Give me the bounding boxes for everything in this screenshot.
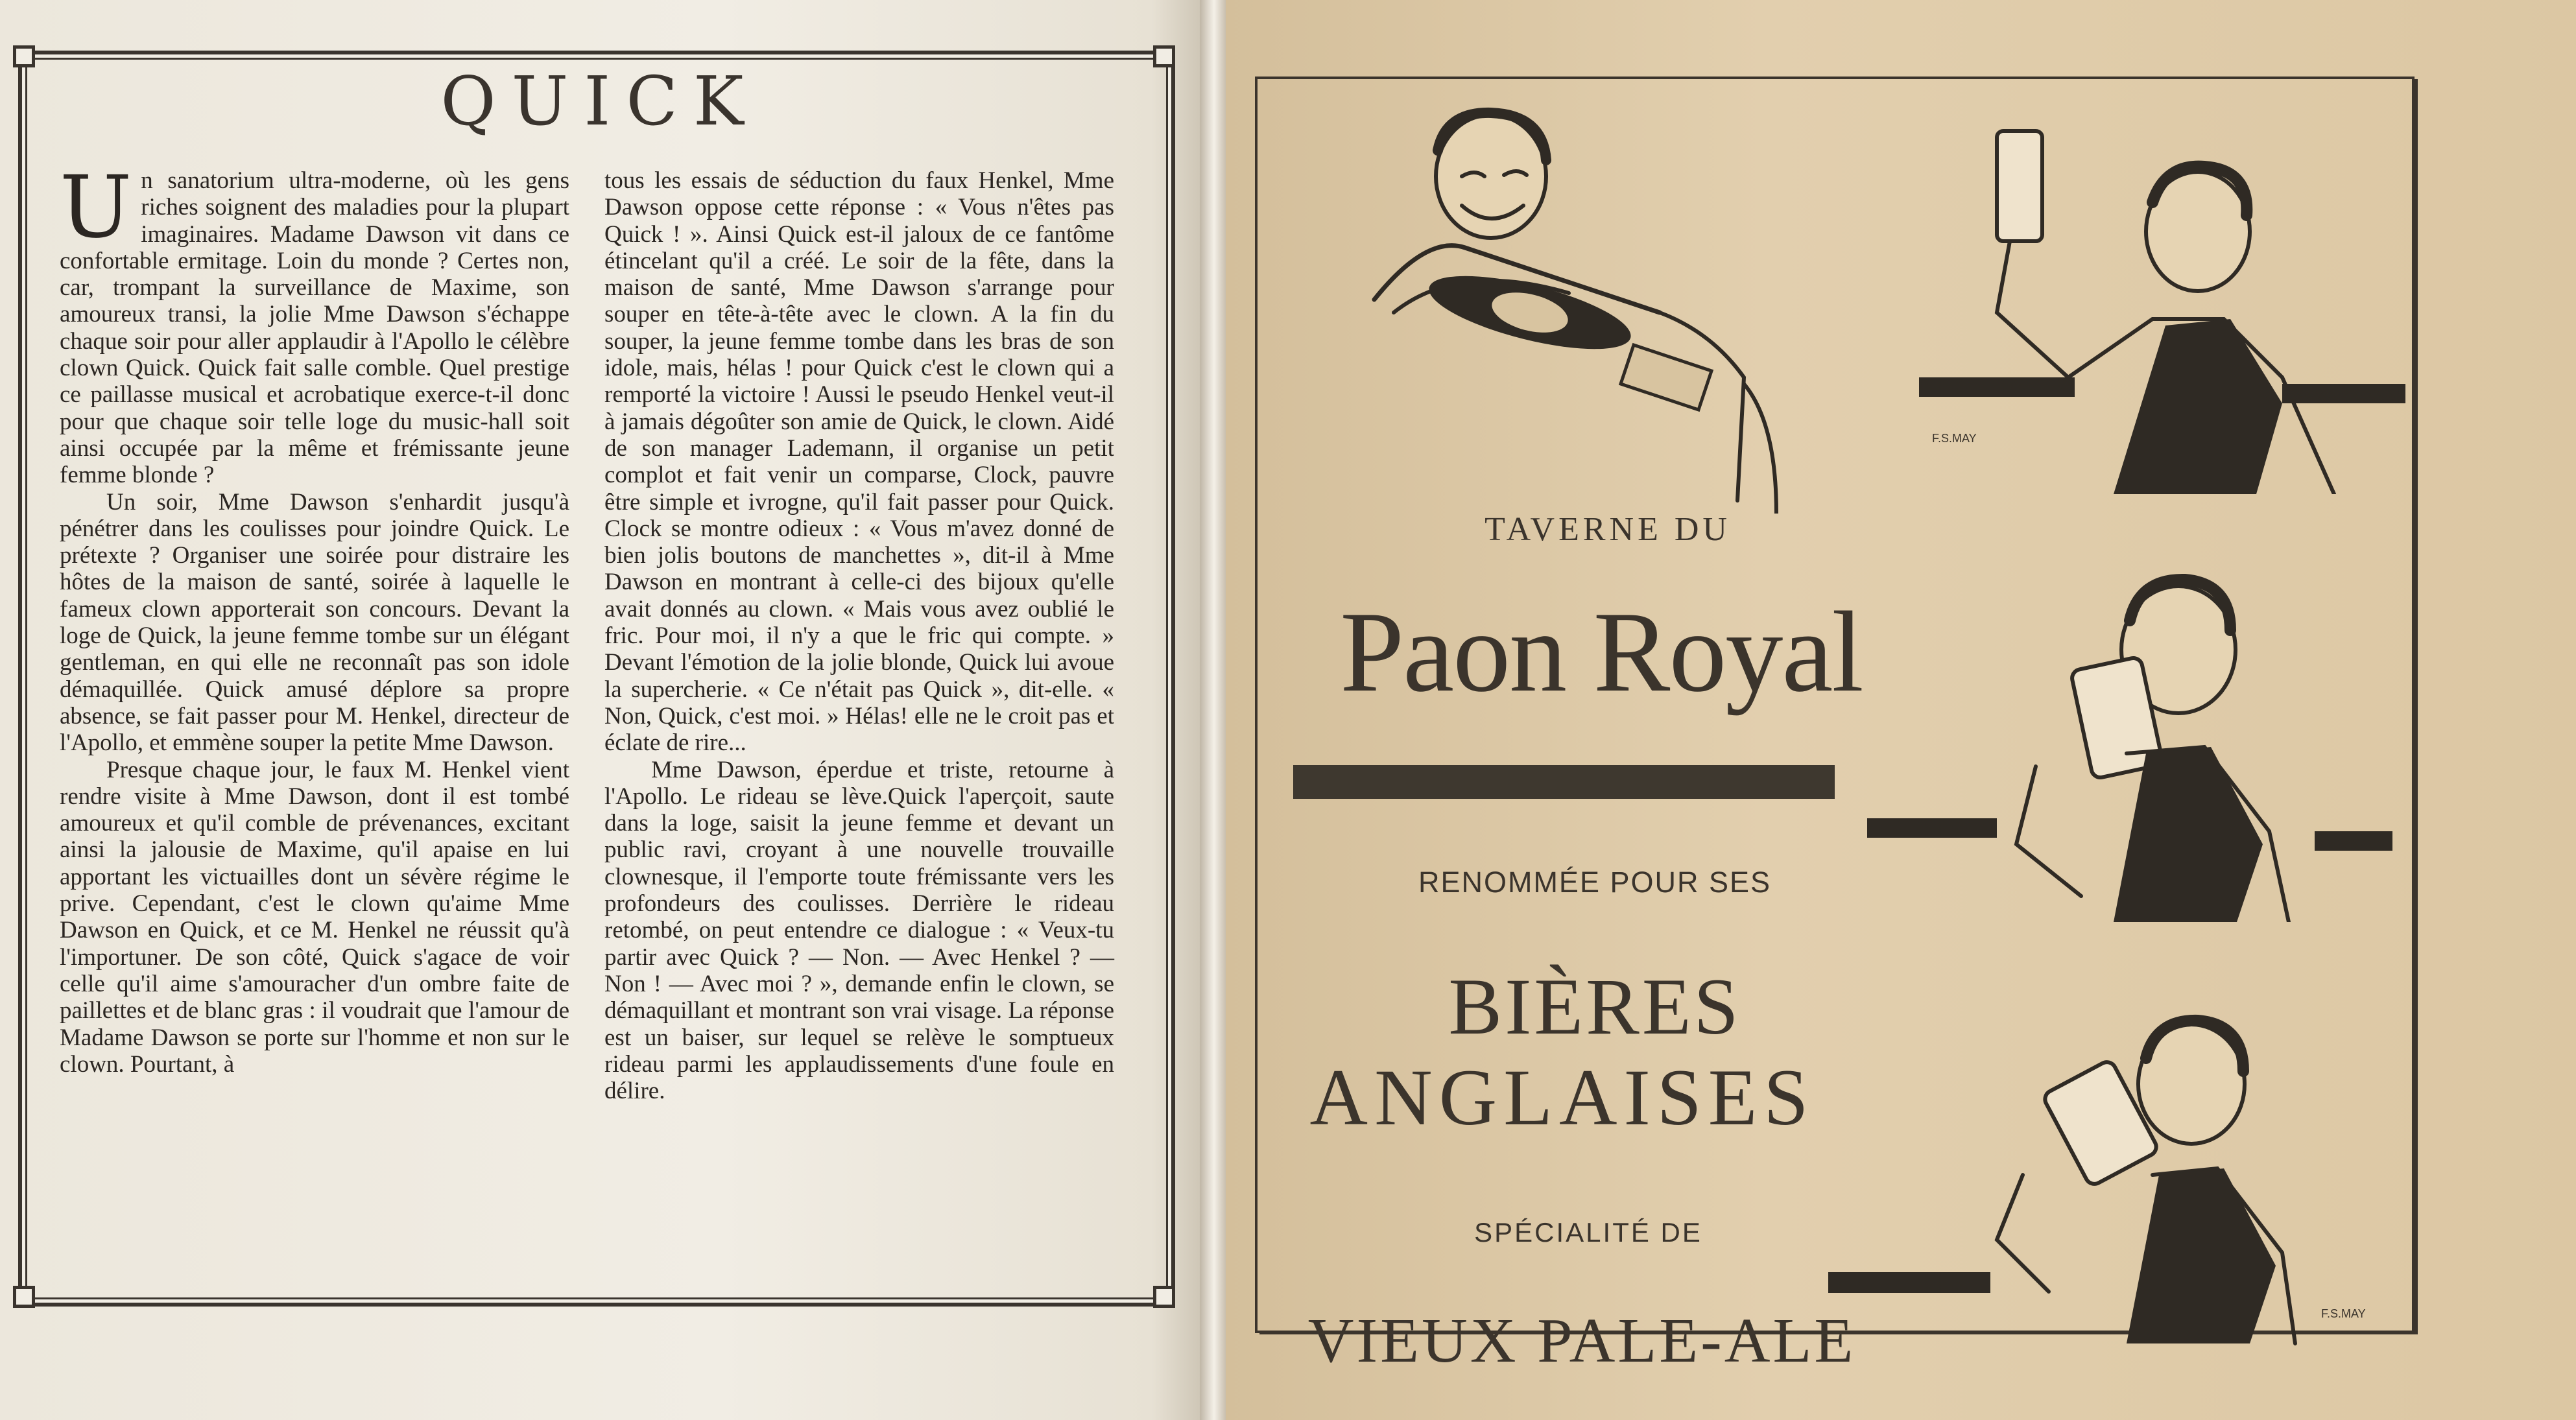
- ad-paon-royal: Paon Royal: [1340, 587, 1863, 716]
- article-paragraph: tous les essais de séduction du faux Henkel, Mme Dawson oppose cette réponse : « Vous n'êtes pas Quick ! ». Ainsi Quick est-il jaloux de ce fantôme étincelant qu'il a créé. Le soir de la fête, dans la maison de santé, Mme Dawson s'arrange pour souper en tête-à-tête avec le clown. A la fin du souper, la jeune femme tombe dans les bras de son idole, mais, hélas ! pour Quick c'est le clown qui a remporté la victoire ! Aussi le pseudo Henkel veut-il à jamais dégoûter son amie de Quick, le clown. Aidé de son manager Lademann, il organise un petit complot et fait venir un comparse, Clock, pauvre être simple et ivrogne, qu'il fait passer pour Quick. Clock se montre odieux : « Vous m'avez donné de bien jolis boutons de manchettes », dit-il à Mme Dawson en montrant à celle-ci des bijoux qu'elle avait donnés au clown. « Mais vous avez oublié le fric. Pour moi, il n'y a que le fric qui compte. » Devant l'émotion de la jolie blonde, Quick lui avoue la supercherie. « Ce n'était pas Quick », dit-elle. « Non, Quick, c'est moi. » Hélas! elle ne le croit pas et éclate de rire...: [604, 167, 1114, 757]
- book-spine: [1200, 0, 1226, 1420]
- border-corner: [1153, 1286, 1175, 1308]
- right-page: [1226, 0, 2576, 1420]
- artist-signature: F.S.MAY: [1932, 432, 1977, 445]
- article-paragraph: Mme Dawson, éperdue et triste, retourne à l'Apollo. Le rideau se lève.Quick l'aperçoit, saute dans la loge, saisit la jeune femme et devant un public ravi, croyant à une nouvelle trouvaille clownesque, il l'emporte toute frémissante vers les profondeurs des coulisses. Derrière le rideau retombé, on peut entendre ce dialogue : « Veux-tu partir avec Quick ? — Non. — Avec Henkel ? — Non ! — Avec moi ? », demande enfin le clown, se démaquillant et montrant son vrai visage. La réponse est un baiser, sur lequel se relève le somptueux rideau parmi les applaudissements d'une foule en délire.: [604, 756, 1114, 1105]
- left-page: [0, 0, 1200, 1420]
- article-paragraph: [60, 158, 569, 489]
- ad-vieux-pale-ale: VIEUX PALE-ALE: [1307, 1306, 1856, 1376]
- border-corner: [13, 1286, 35, 1308]
- ad-bieres: BIÈRES: [1448, 962, 1741, 1051]
- article-column-left: [60, 158, 569, 1078]
- drop-cap: U: [60, 158, 132, 257]
- paragraph-text: n sanatorium ultra-moderne, où les gens riches soignent des maladies pour la plupart imaginaires. Madame Dawson vit dans ce confortable ermitage. Loin du monde ? Certes non, car, trompant la surveillance de Maxime, son amoureux transi, la jolie Mme Dawson s'échappe chaque soir pour aller applaudir à l'Apollo le célèbre clown Quick. Quick fait salle comble. Quel prestige ce paillasse musical et acrobatique exerce-t-il donc pour que chaque soir telle loge du music-hall soit ainsi occupée par la même et frémissante jeune femme blonde ?: [60, 167, 569, 489]
- ad-anglaises: ANGLAISES: [1309, 1053, 1815, 1142]
- illustration-man-sniffing-glass: [1867, 559, 2399, 922]
- article-column-right: [604, 167, 1114, 1104]
- article-paragraph: Un soir, Mme Dawson s'enhardit jusqu'à pénétrer dans les coulisses pour joindre Quick. Le prétexte ? Organiser une soirée pour distraire les hôtes de la maison de santé, soirée à laquelle le fameux clown apporterait son concours. Devant la loge de Quick, la jeune femme tombe sur un élégant gentleman, en qui elle ne reconnaît pas son idole démaquillée. Quick amusé déplore sa propre absence, se fait passer pour M. Henkel, directeur de l'Apollo, et emmène souper la petite Mme Dawson.: [60, 488, 569, 757]
- illustration-man-raising-glass: [1919, 105, 2412, 494]
- advertisement: [1255, 77, 2415, 1376]
- ad-specialite: SPÉCIALITÉ DE: [1474, 1217, 1702, 1248]
- ad-taverne-du: TAVERNE DU: [1485, 511, 1731, 548]
- article-paragraph: Presque chaque jour, le faux M. Henkel vient rendre visite à Mme Dawson, dont il est tombé amoureux et qu'il comble de prévenances, excitant ainsi la jalousie de Maxime, qu'il apaise en lui apportant les victuailles dont un sévère régime le prive. Cependant, c'est le clown qu'aime Mme Dawson en Quick, et ce M. Henkel ne réussit qu'à l'importuner. De son côté, Quick s'agace de voir celle qu'il aime s'amouracher d'un ombre faite de paillettes et de blanc gras : il voudrait que l'amour de Madame Dawson se porte sur l'homme et non sur le clown. Pourtant, à: [60, 756, 569, 1078]
- illustration-barman-pouring: [1296, 99, 1802, 514]
- illustration-man-drinking: [1828, 1006, 2399, 1356]
- artist-signature: F.S.MAY: [2321, 1307, 2366, 1320]
- ad-renommee: RENOMMÉE POUR SES: [1418, 866, 1772, 899]
- article-title: QUICK: [440, 62, 759, 141]
- ad-underline-bar: [1293, 765, 1835, 799]
